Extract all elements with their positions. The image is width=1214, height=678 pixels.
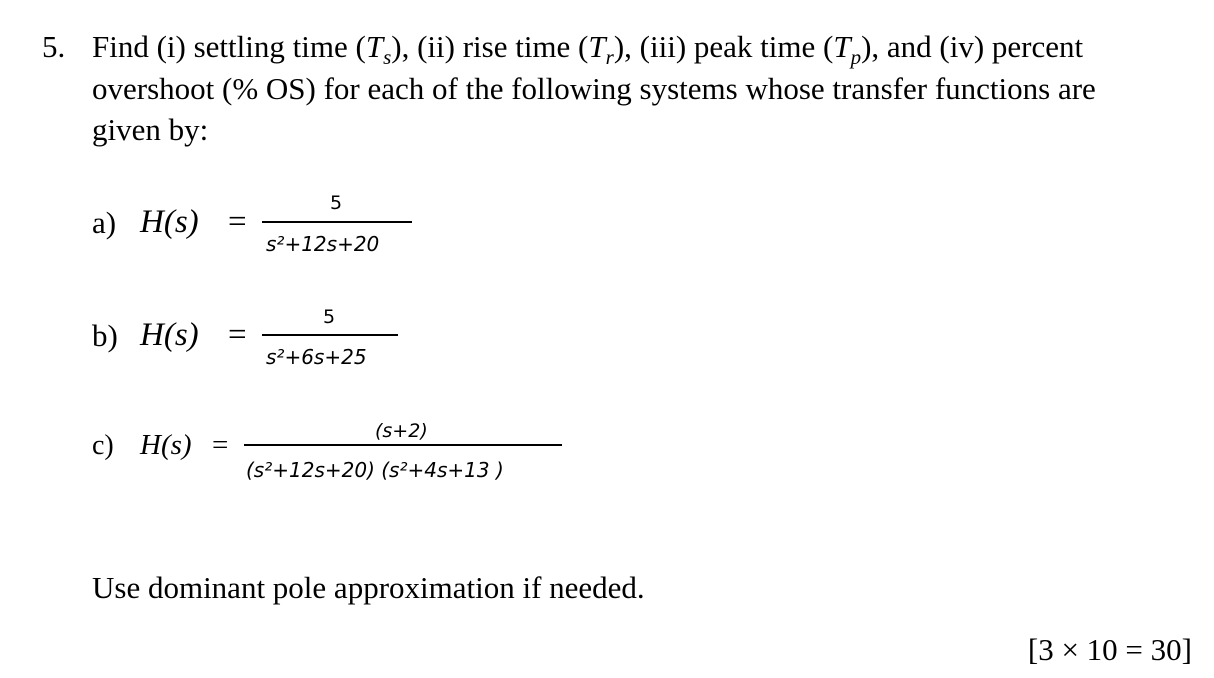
system-a-numerator: 5 xyxy=(330,192,343,214)
settling-time-symbol: T xyxy=(365,29,384,64)
system-b-equals: = xyxy=(228,317,247,353)
question-number: 5. xyxy=(42,29,66,64)
peak-time-subscript: p xyxy=(850,45,862,69)
settling-time-subscript: s xyxy=(383,45,392,69)
system-a-fraction-bar xyxy=(262,221,412,223)
system-a-denominator: s²+12s+20 xyxy=(266,232,380,256)
question-line-1-mid2: ), (iii) peak time ( xyxy=(613,29,834,64)
system-a-equals: = xyxy=(228,204,247,240)
question-line-1-prefix: Find (i) settling time ( xyxy=(92,29,366,64)
system-c-fraction-bar xyxy=(244,444,562,446)
system-c-label: c) xyxy=(92,430,114,461)
system-c-denominator: (s²+12s+20) (s²+4s+13 ) xyxy=(246,458,504,482)
system-a-lhs: H(s) xyxy=(140,204,199,240)
system-b-fraction-bar xyxy=(262,334,398,336)
question-line-3: given by: xyxy=(92,112,209,147)
system-a-label: a) xyxy=(92,205,117,240)
instruction-note: Use dominant pole approximation if needed. xyxy=(92,570,645,605)
question-line-1-end: ), and (iv) percent xyxy=(861,29,1084,64)
rise-time-subscript: r xyxy=(605,45,614,69)
system-c-equals: = xyxy=(212,429,229,461)
question-line-1-mid1: ), (ii) rise time ( xyxy=(391,29,589,64)
question-line-2: overshoot (% OS) for each of the following systems whose transfer functions are xyxy=(92,71,1096,106)
system-c-numerator: (s+2) xyxy=(375,420,428,442)
peak-time-symbol: T xyxy=(833,29,851,64)
system-b-label: b) xyxy=(92,318,118,353)
marks-allocation: [3 × 10 = 30] xyxy=(1027,632,1192,667)
system-b-lhs: H(s) xyxy=(140,317,199,353)
rise-time-symbol: T xyxy=(588,29,606,64)
system-c-lhs: H(s) xyxy=(140,429,192,461)
system-b-denominator: s²+6s+25 xyxy=(266,345,367,369)
system-b-numerator: 5 xyxy=(323,306,336,328)
